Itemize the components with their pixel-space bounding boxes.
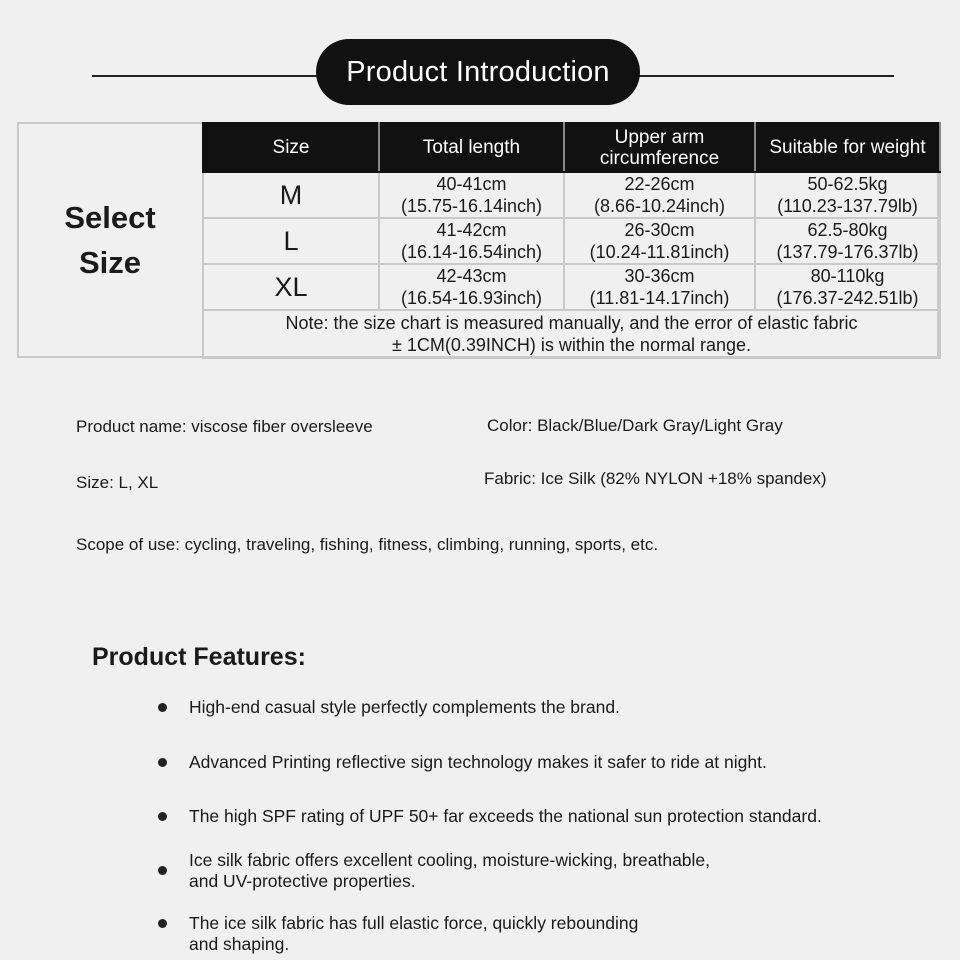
size-chart-note [203, 310, 940, 358]
col-header-upper-arm: Upper arm circumference [564, 123, 755, 172]
arm-cm: 22-26cm [624, 174, 695, 194]
weight-kg: 62.5-80kg [807, 220, 888, 240]
note-line1: Note: the size chart is measured manually, and the error of elastic fabric [285, 313, 858, 333]
info-fabric: Fabric: Ice Silk (82% NYLON +18% spandex) [484, 469, 827, 488]
bullet-icon [158, 866, 167, 875]
weight-kg: 80-110kg [810, 266, 885, 286]
note-line2: ± 1CM(0.39INCH) is within the normal range. [391, 335, 751, 355]
length-cell [379, 218, 564, 264]
length-cm: 40-41cm [436, 174, 507, 194]
info-product-name: Product name: viscose fiber oversleeve [76, 417, 373, 436]
weight-lb: (176.37-242.51lb) [776, 288, 919, 308]
size-chart-header-row [203, 123, 940, 172]
info-scope: Scope of use: cycling, traveling, fishing, fitness, climbing, running, sports, etc. [76, 535, 659, 554]
table-row [203, 172, 940, 218]
bullet-icon [158, 703, 167, 712]
arm-cell [564, 218, 755, 264]
table-row [203, 218, 940, 264]
col-header-weight: Suitable for weight [755, 123, 940, 172]
arm-inch: (10.24-11.81inch) [589, 242, 730, 262]
size-chart-table [202, 122, 941, 359]
weight-cell [755, 264, 940, 310]
length-cell [379, 264, 564, 310]
title-rule-right [636, 75, 894, 77]
col-header-total-length: Total length [379, 123, 564, 172]
feature-text: High-end casual style perfectly complements the brand. [189, 697, 620, 717]
weight-lb: (110.23-137.79lb) [777, 196, 918, 216]
arm-inch: (8.66-10.24inch) [593, 196, 726, 216]
weight-kg: 50-62.5kg [807, 174, 888, 194]
size-cell: M [203, 172, 379, 218]
select-size-line1: Select [64, 200, 156, 235]
size-cell: L [203, 218, 379, 264]
features-title: Product Features: [92, 643, 306, 671]
select-size-label [17, 122, 203, 358]
length-cell [379, 172, 564, 218]
col-header-size: Size [203, 123, 379, 172]
page-title: Product Introduction [316, 39, 640, 105]
length-inch: (16.54-16.93inch) [400, 288, 543, 308]
bullet-icon [158, 919, 167, 928]
length-cm: 41-42cm [436, 220, 507, 240]
length-inch: (15.75-16.14inch) [400, 196, 543, 216]
arm-cm: 30-36cm [624, 266, 695, 286]
feature-text: The ice silk fabric has full elastic force, quickly rebounding and shaping. [189, 913, 639, 954]
feature-text: Ice silk fabric offers excellent cooling, moisture-wicking, breathable, and UV-protective properties. [189, 850, 711, 891]
size-chart-note-row [203, 310, 940, 358]
info-color: Color: Black/Blue/Dark Gray/Light Gray [487, 416, 783, 435]
arm-cell [564, 264, 755, 310]
feature-text: The high SPF rating of UPF 50+ far exceeds the national sun protection standard. [189, 806, 822, 826]
weight-cell [755, 172, 940, 218]
weight-cell [755, 218, 940, 264]
arm-cell [564, 172, 755, 218]
length-cm: 42-43cm [436, 266, 507, 286]
info-size: Size: L, XL [76, 473, 159, 492]
arm-cm: 26-30cm [624, 220, 695, 240]
size-cell: XL [203, 264, 379, 310]
feature-text: Advanced Printing reflective sign technology makes it safer to ride at night. [189, 752, 767, 772]
bullet-icon [158, 812, 167, 821]
table-row [203, 264, 940, 310]
bullet-icon [158, 758, 167, 767]
length-inch: (16.14-16.54inch) [400, 242, 543, 262]
select-size-line2: Size [78, 245, 142, 280]
title-rule-left [92, 75, 320, 77]
weight-lb: (137.79-176.37lb) [776, 242, 919, 262]
arm-inch: (11.81-14.17inch) [589, 288, 730, 308]
